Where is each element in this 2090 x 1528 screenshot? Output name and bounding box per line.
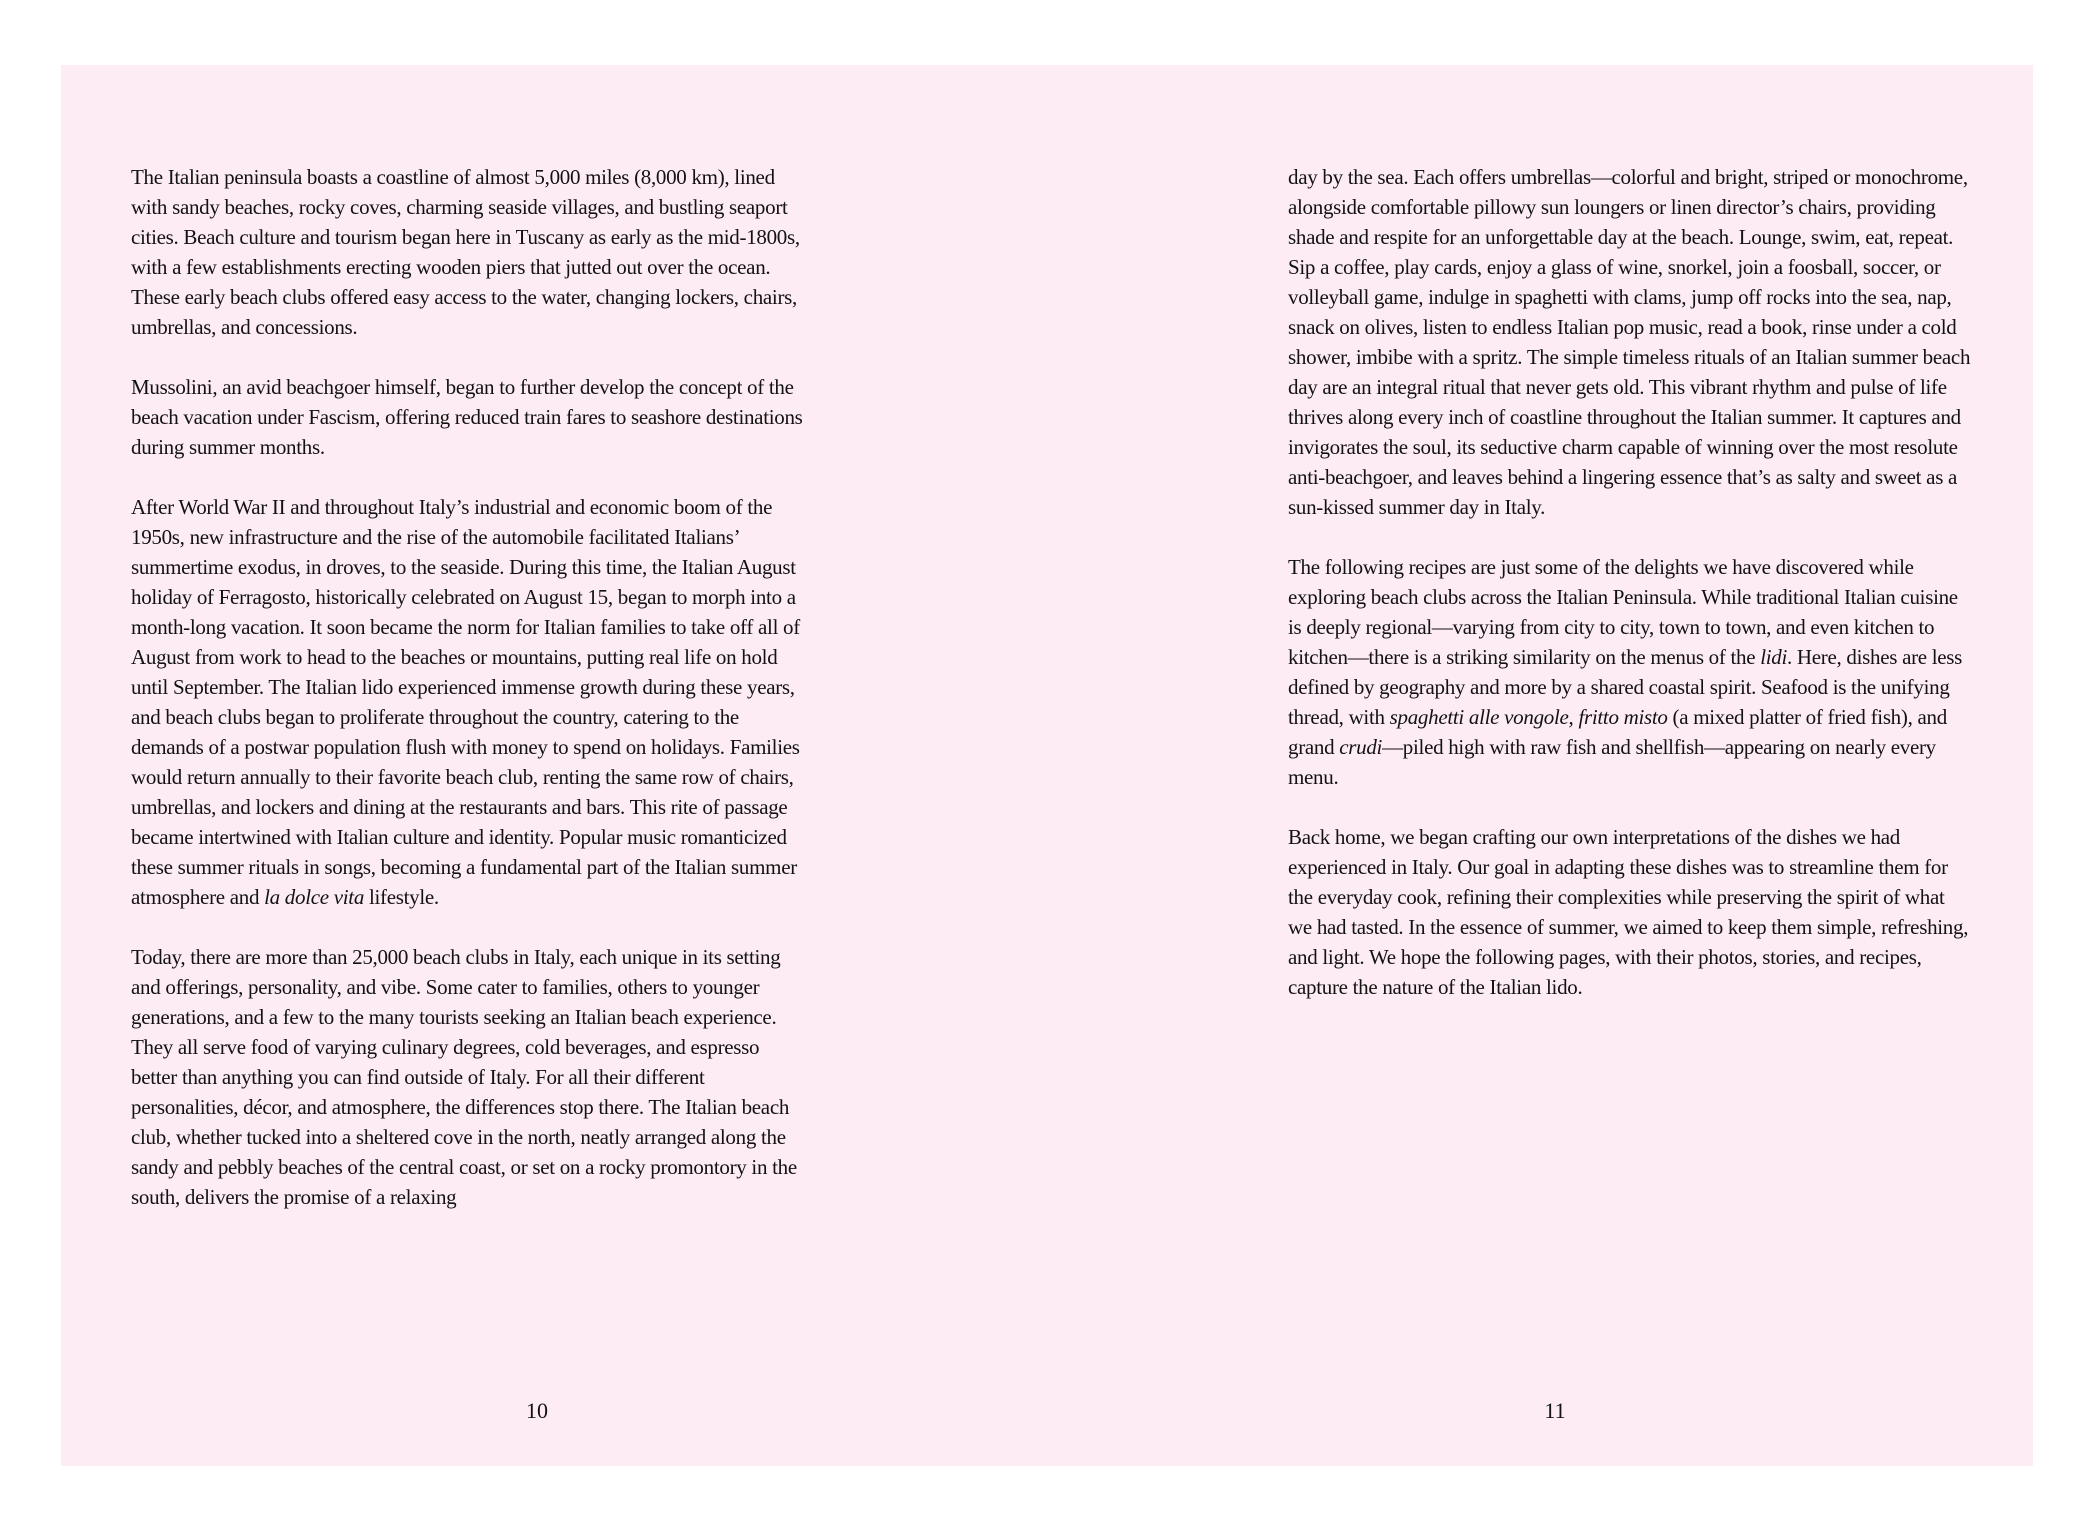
page-number-left: 10	[526, 1398, 548, 1423]
paragraph: day by the sea. Each offers umbrellas—colorful and bright, striped or monochrome, alongside comfortable pillowy sun loungers or linen director’s chairs, providing shade and respite for an unforgettable day at the beach. Lounge, swim, eat, repeat. Sip a coffee, play cards, enjoy a glass of wine, snorkel, join a foosball, soccer, or volleyball game, indulge in spaghetti with clams, jump off rocks into the sea, nap, snack on olives, listen to endless Italian pop music, read a book, rinse under a cold shower, imbibe with a spritz. The simple timeless rituals of an Italian summer beach day are an integral ritual that never gets old. This vibrant rhythm and pulse of life thrives along every inch of coastline throughout the Italian summer. It captures and invigorates the soul, its seductive charm capable of winning over the most resolute anti-beachgoer, and leaves behind a lingering essence that’s as salty and sweet as a sun-kissed summer day in Italy.	[1288, 165, 1971, 519]
paragraph: After World War II and throughout Italy’s industrial and economic boom of the 1950s, new infrastructure and the rise of the automobile facilitated Italians’ summertime exodus, in droves, to the seaside. During this time, the Italian August holiday of Ferragosto, historically celebrated on August 15, began to morph into a month-long vacation. It soon became the norm for Italian families to take off all of August from work to head to the beaches or mountains, putting real life on hold until September. The Italian lido experienced immense growth during these years, and beach clubs began to proliferate throughout the country, catering to the demands of a postwar population flush with money to spend on holidays. Families would return annually to their favorite beach club, renting the same row of chairs, umbrellas, and lockers and dining at the restaurants and bars. This rite of passage became intertwined with Italian culture and identity. Popular music romanticized these summer rituals in songs, becoming a fundamental part of the Italian summer atmosphere and la dolce vita lifestyle.	[131, 495, 800, 909]
right-page-text-column	[1288, 162, 1972, 1002]
book-spread	[61, 65, 2033, 1466]
right-page	[1047, 65, 2033, 1466]
page-number-right: 11	[1544, 1398, 1566, 1423]
paragraph: Today, there are more than 25,000 beach clubs in Italy, each unique in its setting and offerings, personality, and vibe. Some cater to families, others to younger generations, and a few to the many tourists seeking an Italian beach experience. They all serve food of varying culinary degrees, cold beverages, and espresso better than anything you can find outside of Italy. For all their different personalities, décor, and atmosphere, the differences stop there. The Italian beach club, whether tucked into a sheltered cove in the north, neatly arranged along the sandy and pebbly beaches of the central coast, or set on a rocky promontory in the south, delivers the promise of a relaxing	[131, 945, 797, 1209]
paragraph: Back home, we began crafting our own interpretations of the dishes we had experienced in Italy. Our goal in adapting these dishes was to streamline them for the everyday cook, refining their complexities while preserving the spirit of what we had tasted. In the essence of summer, we aimed to keep them simple, refreshing, and light. We hope the following pages, with their photos, stories, and recipes, capture the nature of the Italian lido.	[1288, 825, 1969, 999]
paragraph: The Italian peninsula boasts a coastline of almost 5,000 miles (8,000 km), lined with sandy beaches, rocky coves, charming seaside villages, and bustling seaport cities. Beach culture and tourism began here in Tuscany as early as the mid-1800s, with a few establishments erecting wooden piers that jutted out over the ocean. These early beach clubs offered easy access to the water, changing lockers, chairs, umbrellas, and concessions.	[131, 165, 800, 339]
paragraph: The following recipes are just some of the delights we have discovered while exploring beach clubs across the Italian Peninsula. While traditional Italian cuisine is deeply regional—varying from city to city, town to town, and even kitchen to kitchen—there is a striking similarity on the menus of the lidi. Here, dishes are less defined by geography and more by a shared coastal spirit. Seafood is the unifying thread, with spaghetti alle vongole, fritto misto (a mixed platter of fried fish), and grand crudi—piled high with raw fish and shellfish—appearing on nearly every menu.	[1288, 555, 1963, 789]
left-page-text-column	[131, 162, 807, 1212]
left-page	[61, 65, 1047, 1466]
paragraph: Mussolini, an avid beachgoer himself, began to further develop the concept of the beach vacation under Fascism, offering reduced train fares to seashore destinations during summer months.	[131, 375, 803, 459]
